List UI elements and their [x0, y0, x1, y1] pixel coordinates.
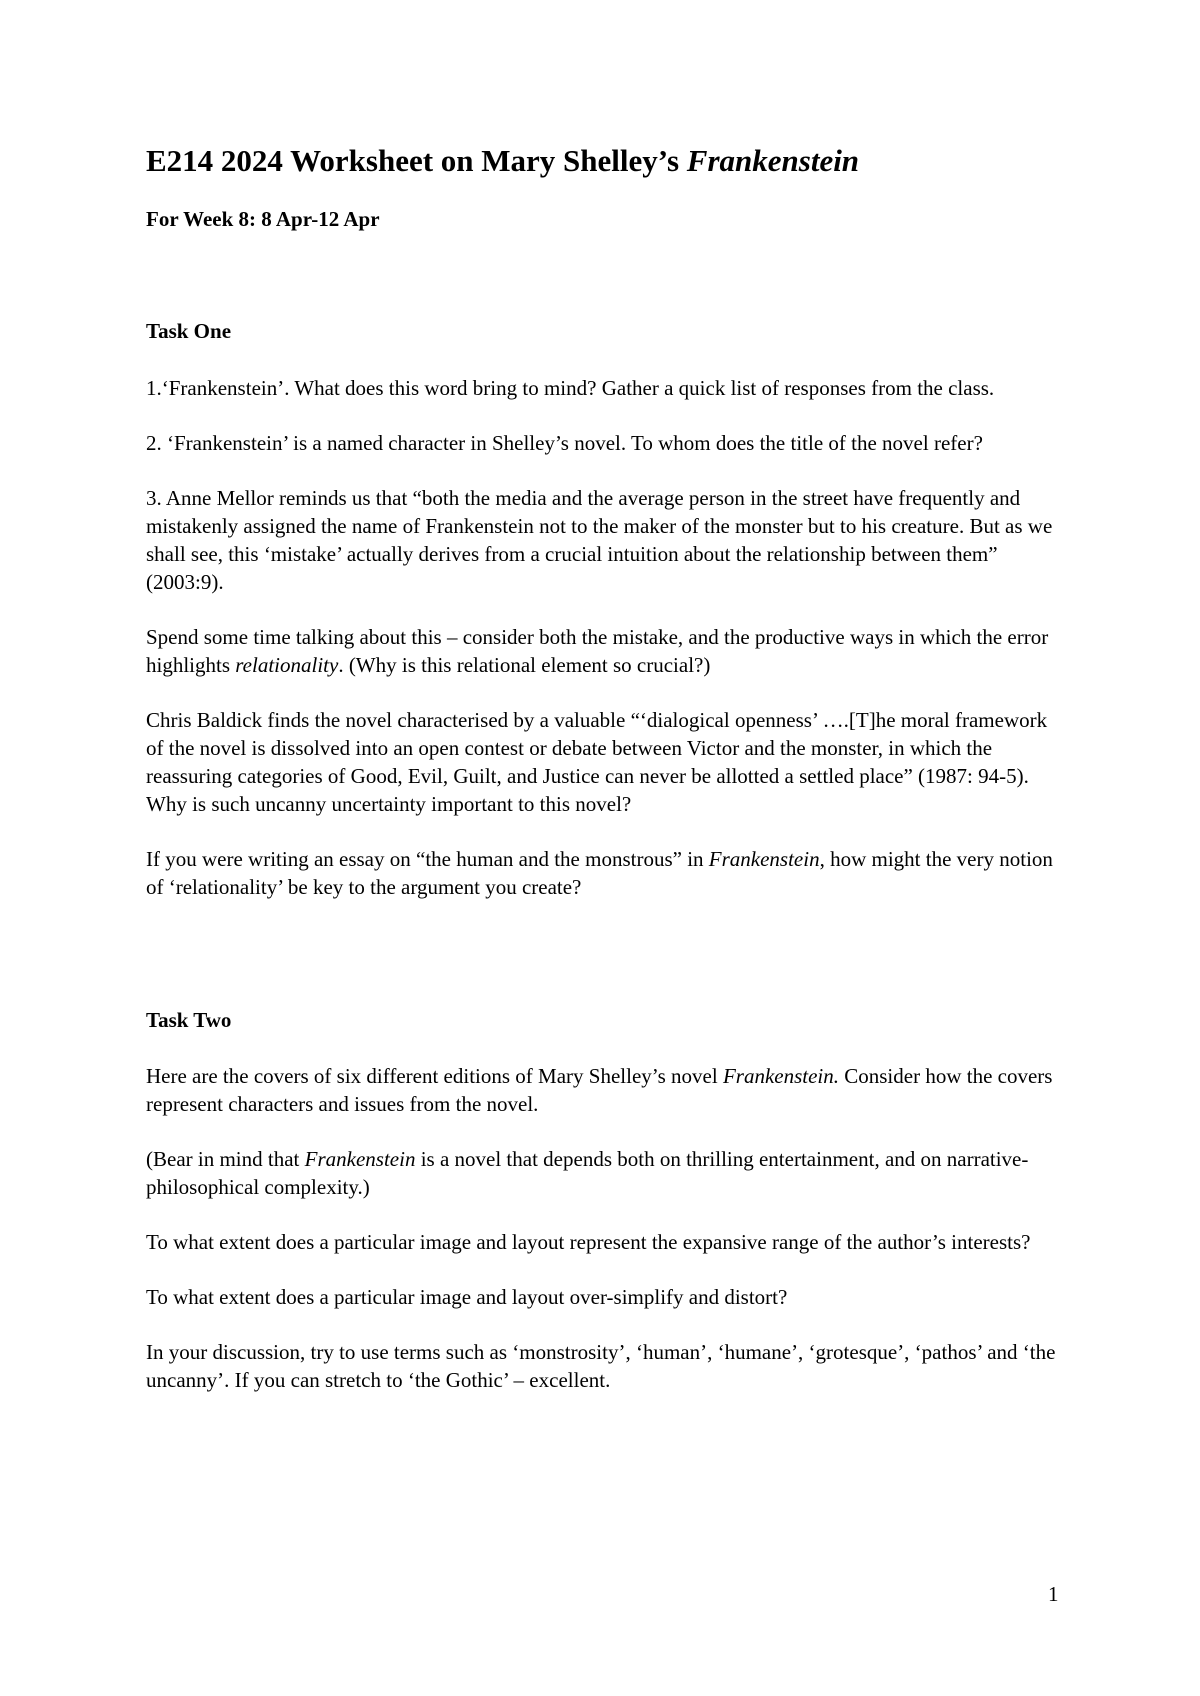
bear-text-end: is a novel that depends both on thrilling entertainment, and on narrative-philosophical complexity.): [146, 1146, 1029, 1199]
essay-text-end: , how might the very notion of ‘relationality’ be key to the argument you create?: [146, 846, 1053, 899]
document-body: [146, 142, 1066, 1394]
task-one-essay-paragraph: [146, 845, 1066, 901]
discussion-text-start: Spend some time talking about this – consider both the mistake, and the productive ways in which the error highlights: [146, 624, 1049, 677]
covers-text-start: Here are the covers of six different editions of Mary Shelley’s novel: [146, 1063, 723, 1088]
task-two-extent-range-question: To what extent does a particular image and layout represent the expansive range of the author’s interests?: [146, 1229, 1031, 1254]
page-number: 1: [1048, 1582, 1059, 1606]
covers-text-end: Consider how the covers represent characters and issues from the novel.: [146, 1063, 1053, 1116]
task-one-question-2: 2. ‘Frankenstein’ is a named character in Shelley’s novel. To whom does the title of the novel refer?: [146, 430, 983, 455]
task-one-baldick-paragraph: Chris Baldick finds the novel characterised by a valuable “‘dialogical openness’ ….[T]he moral framework of the novel is dissolved into an open contest or debate between Victor and the monster, in which the reassuring categories of Good, Evil, Guilt, and Justice can never be allotted a settled place” (1987: 94-5). Why is such uncanny uncertainty important to this novel?: [146, 707, 1048, 816]
task-one-question-3: 3. Anne Mellor reminds us that “both the media and the average person in the street have frequently and mistakenly assigned the name of Frankenstein not to the maker of the monster but to his creature. But as we shall see, this ‘mistake’ actually derives from a crucial intuition about the relationship between them” (2003:9).: [146, 485, 1053, 594]
covers-italic-title: Frankenstein.: [722, 1063, 839, 1088]
title-text: E214 2024 Worksheet on Mary Shelley’s: [146, 143, 687, 178]
task-two-discussion-terms-paragraph: In your discussion, try to use terms such as ‘monstrosity’, ‘human’, ‘humane’, ‘grotesque’, ‘pathos’ and ‘the uncanny’. If you can stretch to ‘the Gothic’ – excellent.: [146, 1339, 1056, 1392]
discussion-italic-term: relationality: [235, 652, 339, 677]
bear-italic-title: Frankenstein: [304, 1146, 416, 1171]
week-subtitle: For Week 8: 8 Apr-12 Apr: [146, 207, 380, 232]
bear-text-start: (Bear in mind that: [146, 1146, 305, 1171]
task-one-question-1: 1.‘Frankenstein’. What does this word bring to mind? Gather a quick list of responses from the class.: [146, 375, 995, 400]
page-title: [146, 142, 1066, 179]
task-two-bear-in-mind-paragraph: [146, 1145, 1066, 1201]
task-one-heading: Task One: [146, 319, 232, 344]
title-italic-text: Frankenstein: [686, 143, 860, 178]
essay-text-start: If you were writing an essay on “the human and the monstrous” in: [146, 846, 709, 871]
essay-italic-title: Frankenstein: [708, 846, 820, 871]
task-two-heading: Task Two: [146, 1007, 232, 1032]
discussion-text-end: . (Why is this relational element so crucial?): [338, 652, 711, 677]
task-one-discussion-paragraph: [146, 623, 1066, 679]
task-two-extent-simplify-question: To what extent does a particular image and layout over-simplify and distort?: [146, 1284, 788, 1309]
task-two-covers-paragraph: [146, 1062, 1066, 1118]
